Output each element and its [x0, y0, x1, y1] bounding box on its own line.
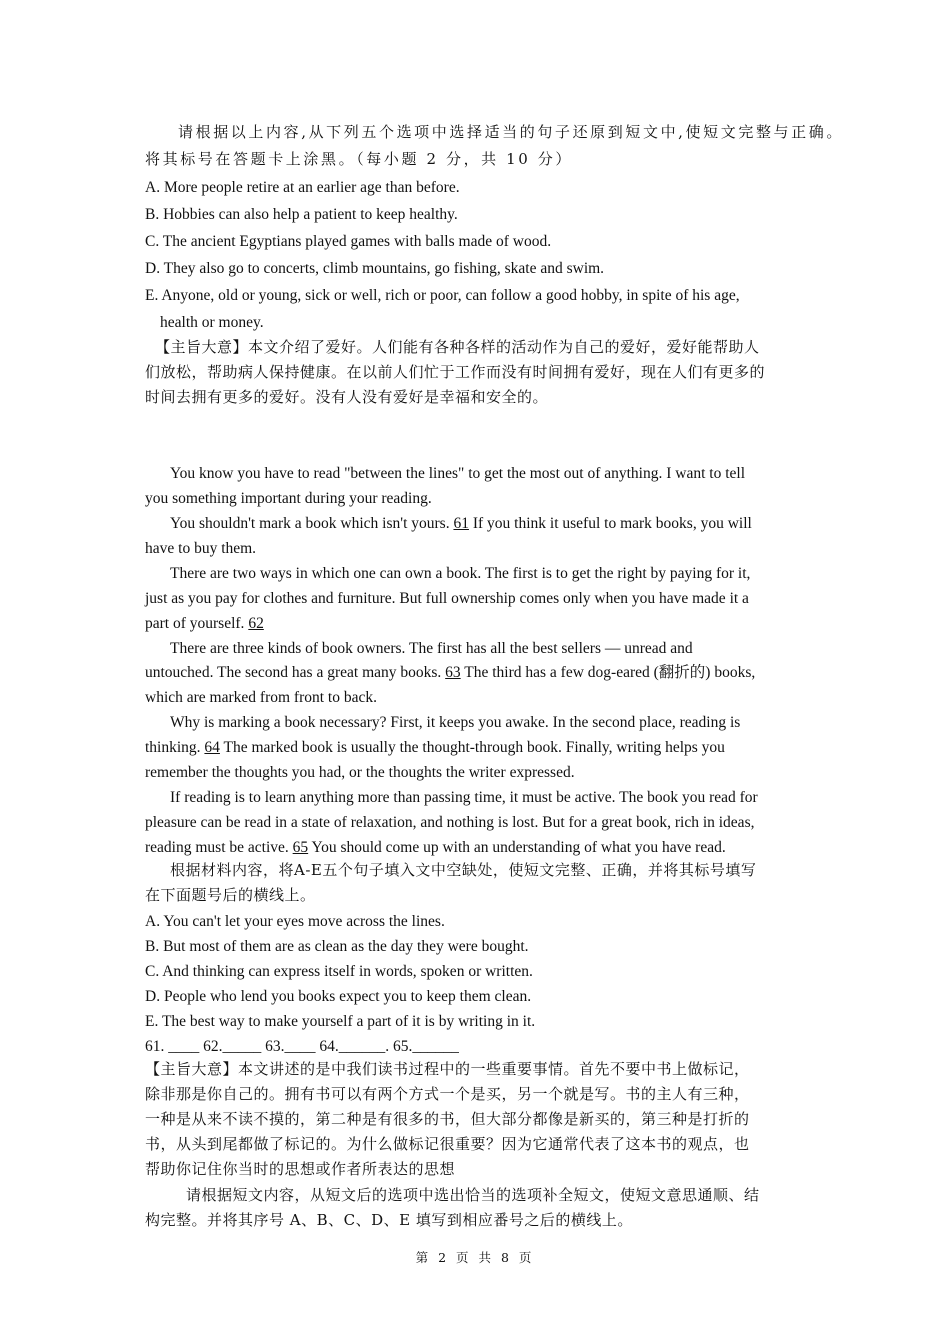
summary-line: 除非那是你自己的。拥有书可以有两个方式一个是买，另一个就是写。书的主人有三种，	[145, 1085, 750, 1103]
option-e-continued: health or money.	[160, 314, 264, 331]
instruction-line: 将其标号在答题卡上涂黑。（每小题 2 分，共 10 分）	[145, 150, 574, 168]
passage-line: If reading is to learn anything more than passing time, it must be active. The book you read for	[170, 789, 758, 806]
option-a: A. More people retire at an earlier age than before.	[145, 179, 460, 196]
blank-62: 62	[248, 615, 264, 632]
passage-line: There are three kinds of book owners. The first has all the best sellers — unread and	[170, 640, 693, 657]
passage-line: part of yourself. 62	[145, 615, 264, 632]
summary-line: 【主旨大意】本文介绍了爱好。人们能有各种各样的活动作为自己的爱好，爱好能帮助人	[155, 338, 760, 356]
option-a: A. You can't let your eyes move across the lines.	[145, 913, 445, 930]
passage-line: thinking. 64 The marked book is usually the thought-through book. Finally, writing helps you	[145, 739, 725, 756]
passage-line: which are marked from front to back.	[145, 689, 377, 706]
option-d: D. People who lend you books expect you to keep them clean.	[145, 988, 532, 1005]
summary-line: 帮助你记住你当时的思想或作者所表达的思想	[145, 1160, 456, 1178]
answer-line: 61. ____ 62._____ 63.____ 64.______. 65.______	[145, 1038, 459, 1055]
passage-line: just as you pay for clothes and furniture. But full ownership comes only when you have made it a	[145, 590, 749, 607]
passage-line: pleasure can be read in a state of relaxation, and nothing is lost. But for a great book, rich in ideas,	[145, 814, 755, 831]
instruction-line: 构完整。并将其序号 A、B、C、D、E 填写到相应番号之后的横线上。	[145, 1211, 633, 1229]
passage-line: You know you have to read "between the lines" to get the most out of anything. I want to tell	[170, 465, 746, 482]
blank-64: 64	[204, 739, 220, 756]
instruction-line: 在下面题号后的横线上。	[145, 886, 316, 904]
page-footer: 第 2 页 共 8 页	[415, 1250, 535, 1265]
option-b: B. Hobbies can also help a patient to keep healthy.	[145, 206, 458, 223]
instruction-line: 请根据短文内容，从短文后的选项中选出恰当的选项补全短文，使短文意思通顺、结	[186, 1186, 760, 1204]
blank-65: 65	[292, 839, 309, 856]
passage-line: you something important during your reading.	[145, 490, 432, 507]
passage-line: untouched. The second has a great many books. 63 The third has a few dog-eared (翻折的) books,	[145, 664, 756, 681]
option-e: E. Anyone, old or young, sick or well, rich or poor, can follow a good hobby, in spite of his age,	[145, 287, 740, 304]
passage-line: reading must be active. 65 You should come up with an understanding of what you have read.	[145, 839, 726, 856]
summary-line: 一种是从来不读不摸的，第二种是有很多的书，但大部分都像是新买的，第三种是打折的	[145, 1110, 750, 1128]
instruction-line: 请根据以上内容,从下列五个选项中选择适当的句子还原到短文中,使短文完整与正确。	[178, 123, 844, 141]
summary-line: 时间去拥有更多的爱好。没有人没有爱好是幸福和安全的。	[145, 388, 549, 406]
instruction-line: 根据材料内容，将A-E五个句子填入文中空缺处，使短文完整、正确，并将其标号填写	[170, 861, 757, 879]
passage-line: You shouldn't mark a book which isn't yours. 61 If you think it useful to mark books, you will	[170, 515, 752, 532]
blank-61: 61	[453, 515, 469, 532]
summary-line: 【主旨大意】本文讲述的是中我们读书过程中的一些重要事情。首先不要中书上做标记，	[145, 1060, 750, 1078]
passage-line: have to buy them.	[145, 540, 257, 557]
option-c: C. And thinking can express itself in words, spoken or written.	[145, 963, 533, 980]
passage-line: Why is marking a book necessary? First, it keeps you awake. In the second place, reading is	[170, 714, 741, 731]
option-c: C. The ancient Egyptians played games with balls made of wood.	[145, 233, 552, 250]
blank-63: 63	[445, 664, 461, 681]
summary-line: 书，从头到尾都做了标记的。为什么做标记很重要？因为它通常代表了这本书的观点，也	[145, 1135, 750, 1153]
summary-line: 们放松，帮助病人保持健康。在以前人们忙于工作而没有时间拥有爱好，现在人们有更多的	[145, 363, 766, 381]
option-e: E. The best way to make yourself a part of it is by writing in it.	[145, 1013, 536, 1030]
option-d: D. They also go to concerts, climb mountains, go fishing, skate and swim.	[145, 260, 605, 277]
passage-line: remember the thoughts you had, or the thoughts the writer expressed.	[145, 764, 575, 781]
option-b: B. But most of them are as clean as the day they were bought.	[145, 938, 529, 955]
passage-line: There are two ways in which one can own a book. The first is to get the right by paying for it,	[170, 565, 751, 582]
